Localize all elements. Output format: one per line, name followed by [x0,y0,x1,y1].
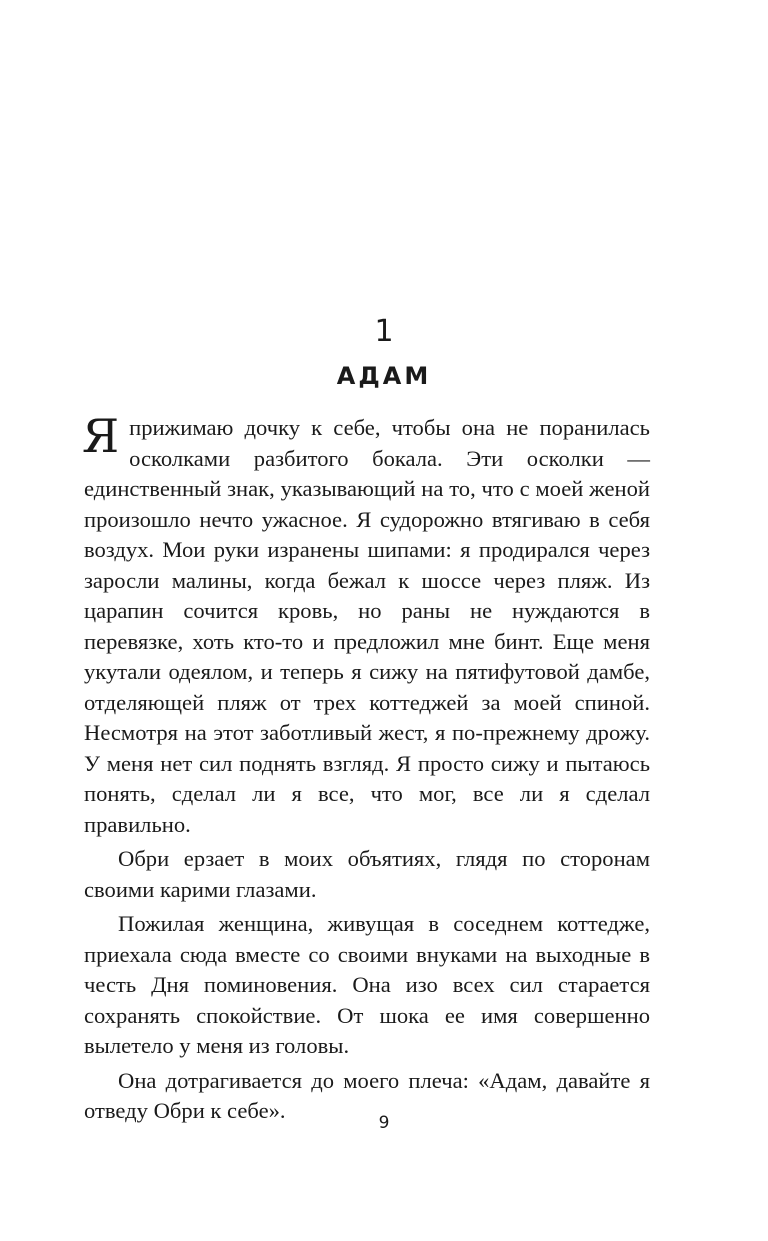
chapter-body [82,409,650,1127]
drop-cap: Я [82,409,120,463]
paragraph-1-text: прижимаю дочку к себе, чтобы она не поранилась осколками разбитого бокала. Эти осколки — единственный знак, указывающий на то, что с моей женой произошло нечто ужасное. Я судорожно втягиваю в себя воздух. Мои руки изранены шипами: я продирался через заросли малины, когда бежал к шоссе через пляж. Из царапин сочится кровь, но раны не нуждаются в перевязке, хоть кто-то и предложил мне бинт. Еще меня укутали одеялом, и теперь я сижу на пятифутовой дамбе, отделяющей пляж от трех коттеджей за моей спиной. Несмотря на этот заботливый жест, я по-прежнему дрожу. У меня нет сил поднять взгляд. Я просто сижу и пытаюсь понять, сделал ли я все, что мог, все ли я сделал правильно. [84,415,650,837]
page-number: 9 [378,1113,390,1133]
paragraph-1 [82,409,650,840]
chapter-number: 1 [374,314,394,349]
paragraph-4: Она дотрагивается до моего плеча: «Адам, давайте я отведу Обри к себе». [84,1067,650,1123]
paragraph-3: Пожилая женщина, живущая в соседнем коттедже, приехала сюда вместе со своими внуками на выходные в честь Дня поминовения. Она изо всех сил старается сохранять спокойствие. От шока ее имя совершенно вылетело у меня из головы. [84,911,650,1058]
paragraph-2: Обри ерзает в моих объятиях, глядя по сторонам своими карими глазами. [84,846,650,902]
chapter-title: АДАМ [336,362,432,390]
